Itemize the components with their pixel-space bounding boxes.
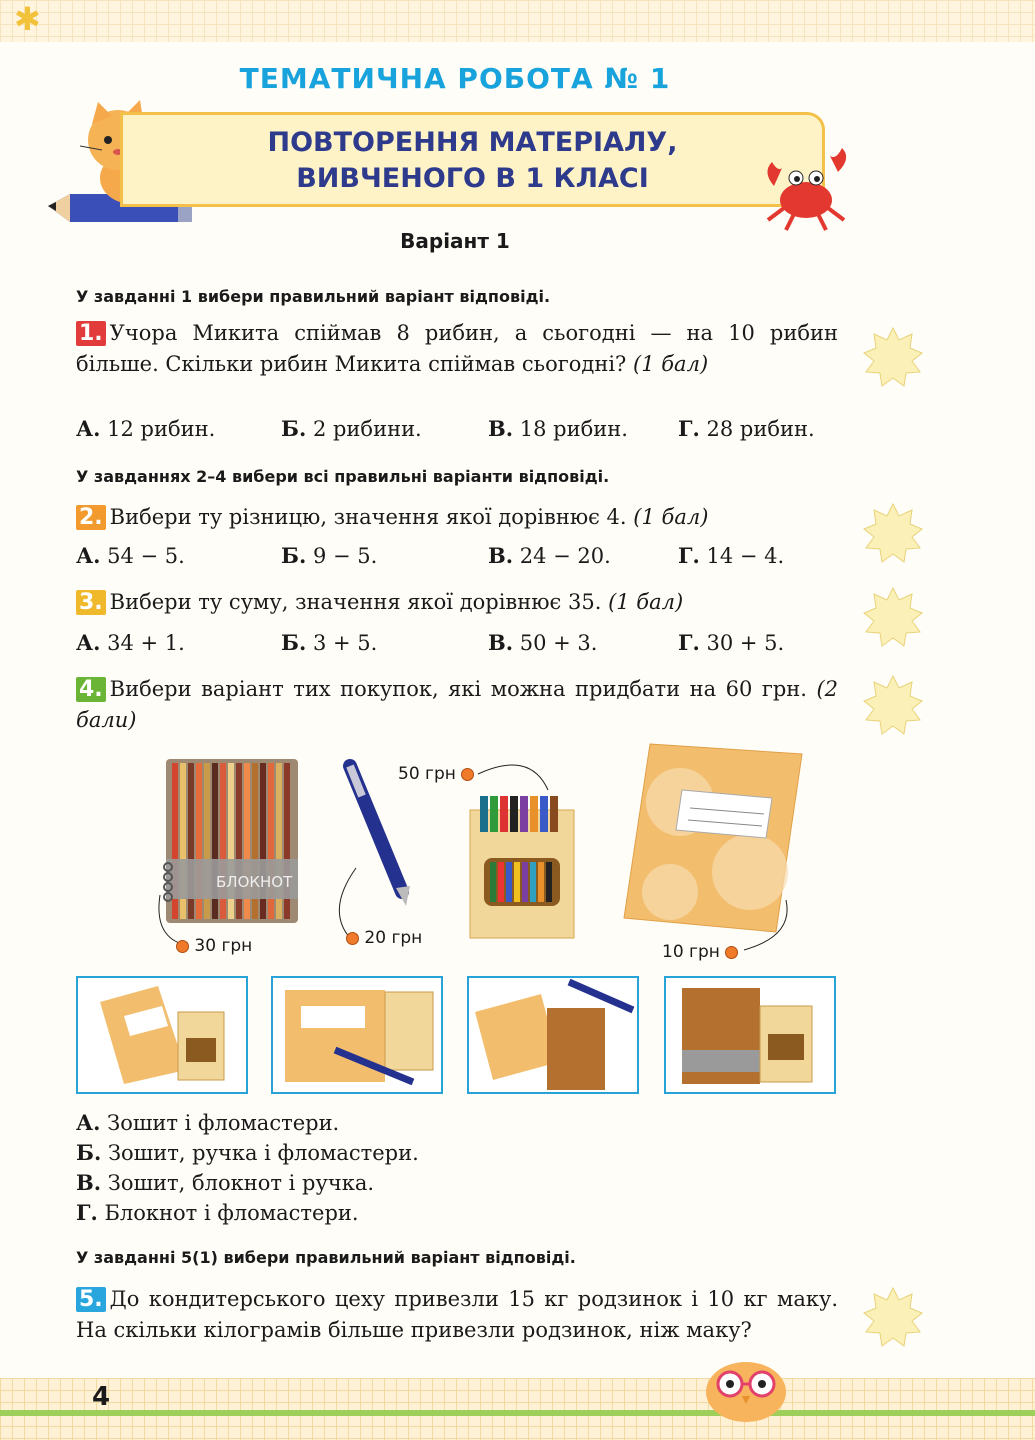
price-dot-icon <box>725 946 738 959</box>
option-picture-c[interactable] <box>467 976 639 1094</box>
score-badge-icon <box>862 1286 924 1348</box>
price-dot-icon <box>346 932 359 945</box>
task-4-options <box>76 1108 419 1228</box>
score-badge-icon <box>862 674 924 736</box>
score-badge-icon <box>862 502 924 564</box>
page-number: 4 <box>92 1382 111 1412</box>
price-dot-icon <box>461 768 474 781</box>
bottom-decor-band <box>0 1378 1035 1440</box>
task-1-option-d[interactable]: Г. 28 рибин. <box>678 416 815 441</box>
task-3-option-b[interactable]: Б. 3 + 5. <box>281 630 378 655</box>
topic-banner <box>120 112 825 207</box>
star-icon: ✱ <box>14 0 41 38</box>
task-3-number: 3. <box>76 590 106 615</box>
task-4-option-a[interactable]: А. Зошит і фломастери. <box>76 1110 340 1135</box>
task-2-text: 2. Вибери ту різницю, значення якої дорівнює 4. (1 бал) <box>76 502 838 533</box>
price-connectors <box>150 750 800 960</box>
instruction-task1: У завданні 1 вибери правильний варіант відповіді. <box>76 287 551 306</box>
copybook-markers-thumbnail <box>78 978 246 1092</box>
work-title: ТЕМАТИЧНА РОБОТА № 1 <box>239 62 671 95</box>
task-3-option-c[interactable]: В. 50 + 3. <box>488 630 598 655</box>
owl-with-glasses-illustration <box>700 1348 792 1422</box>
option-picture-d[interactable] <box>664 976 836 1094</box>
task-4-option-c[interactable]: В. Зошит, блокнот і ручка. <box>76 1170 375 1195</box>
top-decor-band <box>0 0 1035 42</box>
crab-illustration <box>760 142 852 234</box>
variant-heading: Варіант 1 <box>400 229 510 253</box>
option-picture-a[interactable] <box>76 976 248 1094</box>
task-2-option-c[interactable]: В. 24 − 20. <box>488 543 611 568</box>
task-2-option-b[interactable]: Б. 9 − 5. <box>281 543 378 568</box>
task-1-number: 1. <box>76 321 106 346</box>
task-3-option-a[interactable]: А. 34 + 1. <box>76 630 185 655</box>
task-2-number: 2. <box>76 505 106 530</box>
task-1-option-c[interactable]: В. 18 рибин. <box>488 416 628 441</box>
topic-line-1: ПОВТОРЕННЯ МАТЕРІАЛУ, <box>267 127 678 158</box>
task-5-number: 5. <box>76 1287 106 1312</box>
notebook-price-tag: 30 грн <box>176 936 252 956</box>
bottom-green-stripe <box>0 1410 1035 1416</box>
notebook-label: БЛОКНОТ <box>216 873 293 891</box>
task-4-text: 4. Вибери варіант тих покупок, які можна придбати на 60 грн. (2 бали) <box>76 677 838 732</box>
copybook-price-tag: 10 грн <box>662 942 738 962</box>
task-4-option-d[interactable]: Г. Блокнот і фломастери. <box>76 1200 359 1225</box>
pen-price-tag: 20 грн <box>346 928 422 948</box>
topic-line-2: ВИВЧЕНОГО В 1 КЛАСІ <box>296 163 649 194</box>
instruction-task5: У завданні 5(1) вибери правильний варіант відповіді. <box>76 1248 576 1267</box>
notebook-markers-thumbnail <box>666 978 834 1092</box>
task-3-text: 3. Вибери ту суму, значення якої дорівнює 35. (1 бал) <box>76 587 838 618</box>
task-2-option-d[interactable]: Г. 14 − 4. <box>678 543 785 568</box>
task-1-option-b[interactable]: Б. 2 рибини. <box>281 416 422 441</box>
task-2-option-a[interactable]: А. 54 − 5. <box>76 543 185 568</box>
option-picture-b[interactable] <box>271 976 443 1094</box>
score-badge-icon <box>862 586 924 648</box>
task-4-number: 4. <box>76 677 106 702</box>
copybook-notebook-pen-thumbnail <box>469 978 637 1092</box>
instruction-tasks2-4: У завданнях 2–4 вибери всі правильні варіанти відповіді. <box>76 467 610 486</box>
task-1-option-a[interactable]: А. 12 рибин. <box>76 416 216 441</box>
markers-price-tag: 50 грн <box>398 764 474 784</box>
task-1-text: 1. Учора Микита спіймав 8 рибин, а сьогодні — на 10 рибин більше. Скільки рибин Микита спіймав сьогодні? (1 бал) <box>76 321 838 376</box>
task-3-option-d[interactable]: Г. 30 + 5. <box>678 630 785 655</box>
task-4-option-b[interactable]: Б. Зошит, ручка і фломастери. <box>76 1140 419 1165</box>
price-dot-icon <box>176 940 189 953</box>
score-badge-icon <box>862 326 924 388</box>
task-5-text: 5. До кондитерського цеху привезли 15 кг родзинок і 10 кг маку. На скільки кілограмів більше привезли родзинок, ніж маку? <box>76 1287 838 1342</box>
copybook-pen-markers-thumbnail <box>273 978 441 1092</box>
